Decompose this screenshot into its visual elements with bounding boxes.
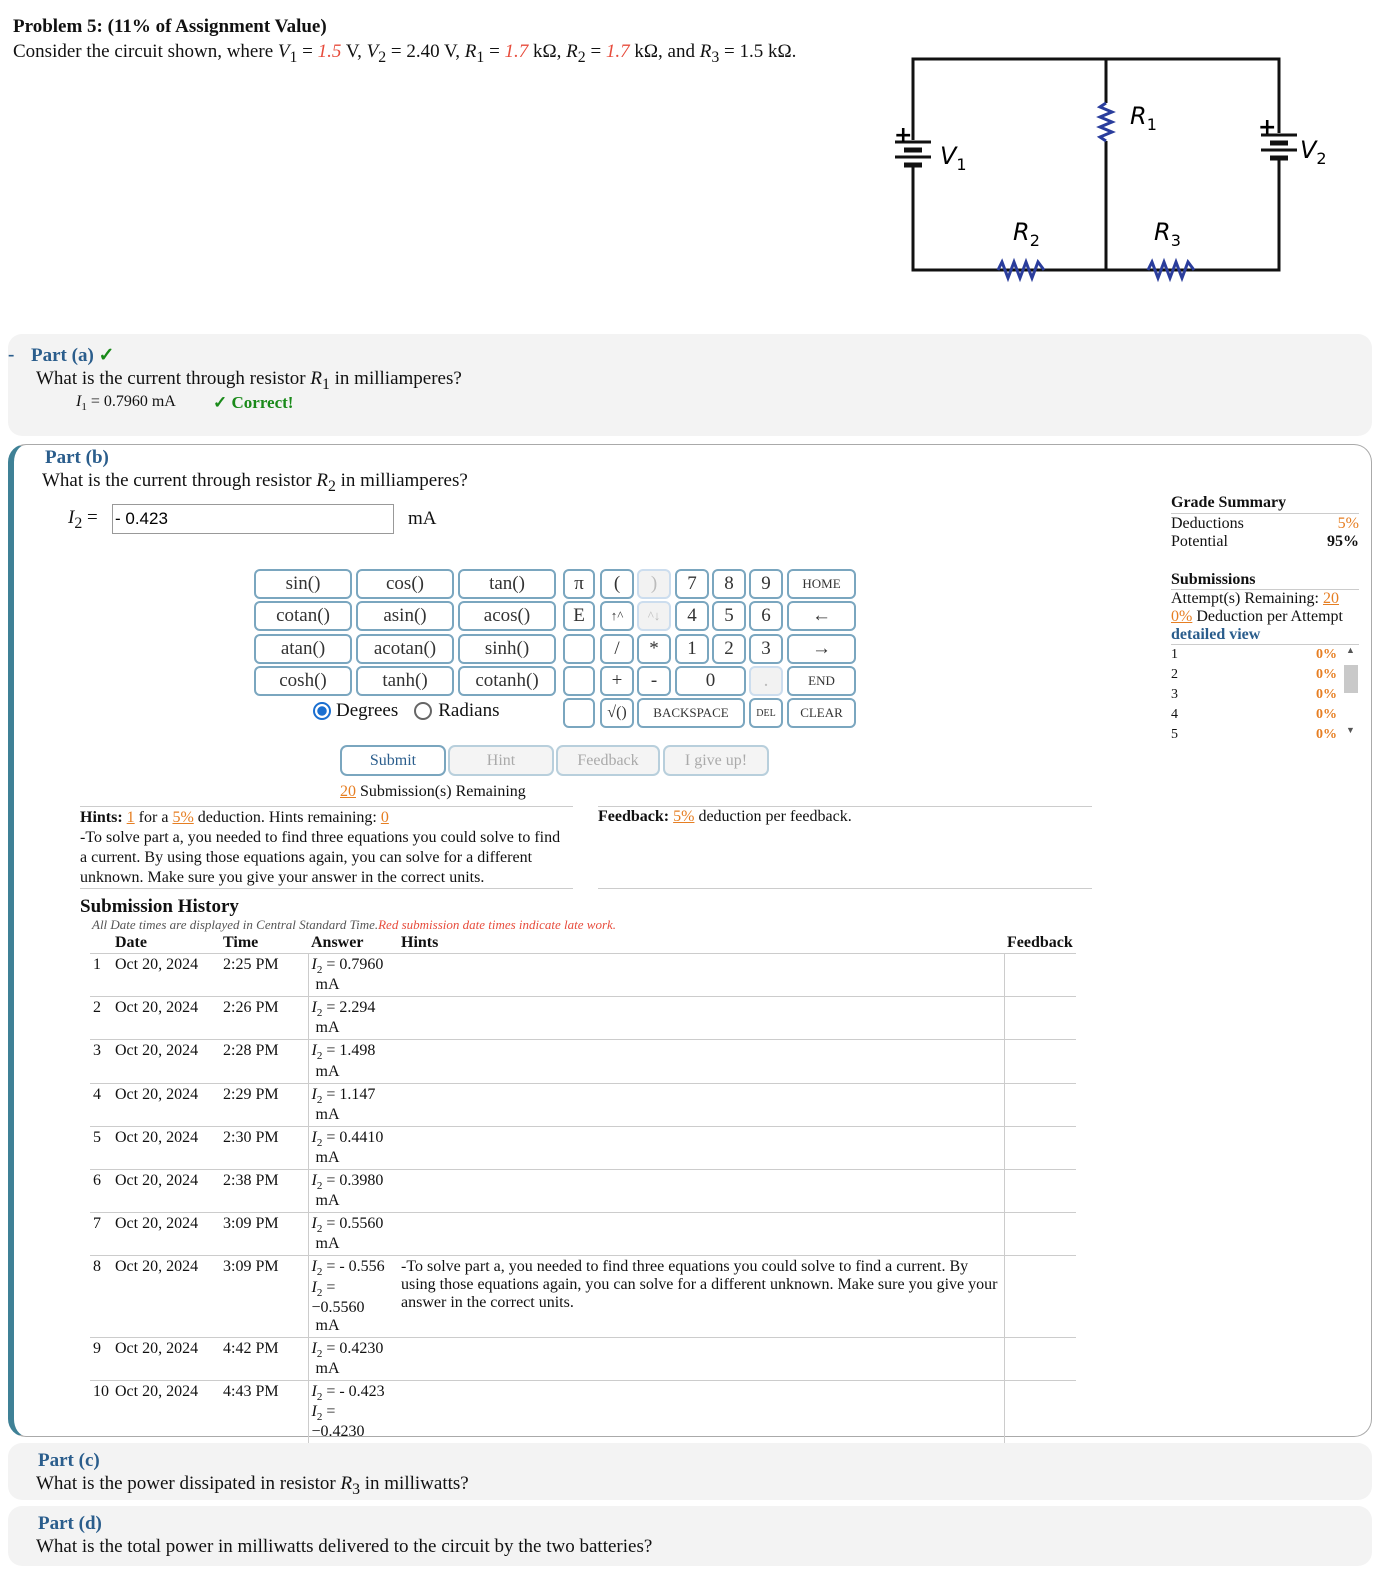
row-time: 2:25 PM	[220, 954, 308, 997]
func-key-atan[interactable]: atan()	[254, 634, 352, 664]
problem-title: Problem 5: (11% of Assignment Value)	[13, 16, 327, 37]
col-feedback: Feedback	[1007, 934, 1073, 951]
plus-key[interactable]: +	[600, 666, 634, 696]
row-date: Oct 20, 2024	[112, 1337, 220, 1380]
row-answer: $I_2$ = - 0.423 $I_2$ = −0.4230	[308, 1380, 398, 1461]
func-key-cotanh[interactable]: cotanh()	[458, 666, 556, 696]
row-hint: -To solve part a, you needed to find three equations you could solve to find a current. By using those equations again, you can solve for a different unknown. Make sure you give your answer in the correct units.	[398, 1256, 1004, 1337]
row-number: 9	[90, 1337, 112, 1380]
history-row	[90, 1126, 1076, 1169]
row-feedback	[1004, 1040, 1076, 1083]
part-c-question: What is the power dissipated in resistor $R_3$ in milliwatts?	[36, 1473, 469, 1498]
row-date: Oct 20, 2024	[112, 954, 220, 997]
key-0[interactable]: 0	[675, 666, 746, 696]
attempt-row: 1 0%	[1171, 647, 1337, 662]
func-key-acos[interactable]: acos()	[458, 601, 556, 631]
pi-key[interactable]: π	[563, 569, 595, 599]
row-date: Oct 20, 2024	[112, 1256, 220, 1337]
row-time: 2:28 PM	[220, 1040, 308, 1083]
key-1[interactable]: 1	[675, 634, 709, 664]
func-key-acotan[interactable]: acotan()	[356, 634, 454, 664]
r1-label: $R_1$	[1130, 102, 1157, 134]
hint-button[interactable]: Hint	[448, 745, 554, 776]
history-row	[90, 1256, 1076, 1337]
col-time: Time	[223, 934, 259, 951]
row-hint	[398, 954, 1004, 997]
func-key-tanh[interactable]: tanh()	[356, 666, 454, 696]
part-a-title[interactable]: Part (a) ✓	[31, 345, 115, 366]
part-c-title[interactable]: Part (c)	[38, 1450, 100, 1471]
attempt-row: 2 0%	[1171, 667, 1337, 682]
row-answer: $I_2 = 0.7960$ mA	[308, 954, 398, 997]
correct-badge: ✓ Correct!	[213, 393, 294, 412]
row-number: 1	[90, 954, 112, 997]
row-time: 2:26 PM	[220, 997, 308, 1040]
row-time: 3:09 PM	[220, 1213, 308, 1256]
key-3[interactable]: 3	[749, 634, 783, 664]
row-date: Oct 20, 2024	[112, 1213, 220, 1256]
hint-text: -To solve part a, you needed to find three equations you could solve to find a current. By using those equations again, you can solve for a different unknown. Make sure you give your answer in the correct units.	[80, 829, 561, 886]
part-d-question: What is the total power in milliwatts delivered to the circuit by the two batteries?	[36, 1536, 653, 1557]
angle-mode	[313, 700, 499, 722]
row-answer: $I_2 = 0.4410$ mA	[308, 1126, 398, 1169]
multiply-key[interactable]: *	[637, 634, 671, 664]
history-note: All Date times are displayed in Central Standard Time.Red submission date times indicate late work.	[92, 917, 617, 932]
radians-label: Radians	[438, 700, 500, 721]
end-key[interactable]: END	[787, 666, 856, 696]
row-time: 2:30 PM	[220, 1126, 308, 1169]
blank-key-1[interactable]	[563, 634, 595, 664]
history-row	[90, 1083, 1076, 1126]
row-number: 3	[90, 1040, 112, 1083]
history-row	[90, 1337, 1076, 1380]
col-hints: Hints	[401, 934, 439, 951]
feedback-panel: Feedback: 5% deduction per feedback.	[598, 808, 852, 825]
r1-resistor	[1100, 103, 1112, 141]
attempts-scrollbar[interactable]	[1343, 645, 1359, 737]
row-date: Oct 20, 2024	[112, 1083, 220, 1126]
row-answer: $I_2 = 0.3980$ mA	[308, 1169, 398, 1212]
v1-label: $V_1$	[940, 142, 967, 174]
key-5[interactable]: 5	[712, 601, 746, 631]
blank-key-2[interactable]	[563, 666, 595, 696]
deductions-label: Deductions	[1171, 515, 1244, 532]
check-icon: ✓	[98, 345, 115, 366]
grade-summary: Grade Summary Deductions 5% Potential 95% Submissions Attempt(s) Remaining: 20 0% Deduction per Attempt detailed view 1 0% 2 0% 3 0% 4 0% 5 0% ▲ ▼	[1171, 494, 1359, 741]
feedback-button[interactable]: Feedback	[556, 745, 660, 776]
potential-value: 95%	[1327, 533, 1359, 550]
row-date: Oct 20, 2024	[112, 1380, 220, 1461]
v2-label: $V_2$	[1300, 136, 1327, 168]
row-answer: $I_2$ = - 0.556 $I_2$ = −0.5560 mA	[308, 1256, 398, 1337]
submissions-remaining: 20 Submission(s) Remaining	[340, 783, 526, 800]
decimal-key[interactable]: .	[749, 666, 783, 696]
deductions-value: 5%	[1337, 515, 1359, 532]
row-answer: $I_2 = 0.4230$ mA	[308, 1337, 398, 1380]
row-time: 3:09 PM	[220, 1256, 308, 1337]
home-key[interactable]: HOME	[787, 569, 856, 599]
func-key-asin[interactable]: asin()	[356, 601, 454, 631]
row-hint	[398, 1169, 1004, 1212]
answer-input[interactable]	[112, 504, 394, 534]
hints-panel: Hints: 1 for a 5% deduction. Hints remaining: 0 -To solve part a, you needed to find three equations you could solve to find a current. By using those equations again, you can solve for a different unknown. Make sure you give your answer in the correct units.	[80, 809, 561, 886]
potential-label: Potential	[1171, 533, 1228, 550]
blank-key-3[interactable]	[563, 698, 595, 728]
key-8[interactable]: 8	[712, 569, 746, 599]
problem-statement: Consider the circuit shown, where $V_1 = 1.5$ V, $V_2 = 2.40$ V, $R_1 = 1.7$ kΩ, $R_2 = 1.7$ kΩ, and $R_3 = 1.5$ kΩ.	[13, 41, 797, 66]
row-time: 2:38 PM	[220, 1169, 308, 1212]
func-key-cosh[interactable]: cosh()	[254, 666, 352, 696]
row-feedback	[1004, 1256, 1076, 1337]
scroll-thumb[interactable]	[1344, 665, 1358, 693]
row-number: 2	[90, 997, 112, 1040]
r3-label: $R_3$	[1154, 218, 1181, 250]
row-answer: $I_2 = 0.5560$ mA	[308, 1213, 398, 1256]
row-hint	[398, 1337, 1004, 1380]
row-number: 7	[90, 1213, 112, 1256]
row-feedback	[1004, 1337, 1076, 1380]
submit-button[interactable]: Submit	[340, 745, 446, 776]
scroll-down-icon[interactable]: ▼	[1346, 725, 1355, 735]
attempts-remaining-value: 20	[1322, 590, 1339, 607]
part-d-title[interactable]: Part (d)	[38, 1513, 102, 1534]
part-a-question: What is the current through resistor $R_1$ in milliamperes?	[36, 368, 462, 393]
attempt-row: 3 0%	[1171, 687, 1337, 702]
col-date: Date	[115, 934, 147, 951]
answer-unit: mA	[408, 508, 437, 529]
row-feedback	[1004, 1213, 1076, 1256]
func-key-sinh[interactable]: sinh()	[458, 634, 556, 664]
row-number: 8	[90, 1256, 112, 1337]
history-row	[90, 954, 1076, 997]
func-key-cotan[interactable]: cotan()	[254, 601, 352, 631]
row-answer: $I_2 = 1.498$ mA	[308, 1040, 398, 1083]
attempt-row: 4 0%	[1171, 707, 1337, 722]
row-date: Oct 20, 2024	[112, 1126, 220, 1169]
func-key-tan[interactable]: tan()	[458, 569, 556, 599]
key-7[interactable]: 7	[675, 569, 709, 599]
row-hint	[398, 1040, 1004, 1083]
row-number: 6	[90, 1169, 112, 1212]
row-feedback	[1004, 997, 1076, 1040]
key-4[interactable]: 4	[675, 601, 709, 631]
row-feedback	[1004, 1083, 1076, 1126]
row-date: Oct 20, 2024	[112, 1169, 220, 1212]
del-key[interactable]: DEL	[749, 698, 783, 728]
row-answer: $I_2 = 2.294$ mA	[308, 997, 398, 1040]
row-date: Oct 20, 2024	[112, 1040, 220, 1083]
row-date: Oct 20, 2024	[112, 997, 220, 1040]
func-key-sin[interactable]: sin()	[254, 569, 352, 599]
close-paren-key[interactable]: )	[637, 569, 671, 599]
grade-summary-title: Grade Summary	[1171, 494, 1359, 514]
minus-key[interactable]: -	[637, 666, 671, 696]
attempts-list	[1171, 645, 1359, 741]
part-b-title[interactable]: Part (b)	[45, 447, 109, 468]
row-number: 4	[90, 1083, 112, 1126]
row-feedback	[1004, 1126, 1076, 1169]
func-key-cos[interactable]: cos()	[356, 569, 454, 599]
key-2[interactable]: 2	[712, 634, 746, 664]
part-a-answer: $I_1 = 0.7960$ mA	[76, 393, 176, 414]
give-up-button[interactable]: I give up!	[663, 745, 769, 776]
row-time: 2:29 PM	[220, 1083, 308, 1126]
history-row	[90, 1040, 1076, 1083]
history-row	[90, 1213, 1076, 1256]
submissions-title: Submissions	[1171, 571, 1359, 590]
row-number: 5	[90, 1126, 112, 1169]
scroll-up-icon[interactable]: ▲	[1346, 645, 1355, 655]
row-number: 10	[90, 1380, 112, 1461]
degrees-radio[interactable]	[313, 702, 331, 720]
superscript-up-key[interactable]: ↑^	[600, 601, 634, 631]
radians-radio[interactable]	[414, 702, 432, 720]
row-time: 4:43 PM	[220, 1380, 308, 1461]
e-key[interactable]: E	[563, 601, 595, 631]
key-6[interactable]: 6	[749, 601, 783, 631]
attempt-row: 5 0%	[1171, 727, 1337, 742]
right-arrow-key[interactable]: →	[787, 634, 856, 664]
row-hint	[398, 1213, 1004, 1256]
history-row	[90, 997, 1076, 1040]
superscript-down-key[interactable]: ^↓	[637, 601, 671, 631]
circuit-diagram	[880, 50, 1360, 290]
submission-history-title: Submission History	[80, 896, 239, 917]
row-feedback	[1004, 1169, 1076, 1212]
part-a-collapse-toggle[interactable]: -	[8, 344, 15, 365]
backspace-key[interactable]: BACKSPACE	[637, 698, 745, 728]
row-hint	[398, 997, 1004, 1040]
row-hint	[398, 1126, 1004, 1169]
r2-label: $R_2$	[1013, 218, 1040, 250]
v2-plus: +	[1258, 115, 1277, 140]
degrees-label: Degrees	[336, 700, 399, 721]
row-time: 4:42 PM	[220, 1337, 308, 1380]
row-hint	[398, 1083, 1004, 1126]
row-answer: $I_2 = 1.147$ mA	[308, 1083, 398, 1126]
answer-variable-label: $I_2$ =	[68, 507, 98, 532]
key-9[interactable]: 9	[749, 569, 783, 599]
col-answer: Answer	[311, 934, 364, 951]
clear-key[interactable]: CLEAR	[787, 698, 856, 728]
left-arrow-key[interactable]: ←	[787, 601, 856, 631]
submission-history-table	[90, 933, 1076, 1461]
part-b-question: What is the current through resistor $R_2$ in milliamperes?	[42, 470, 468, 495]
sqrt-key[interactable]: √()	[600, 698, 634, 728]
detailed-view-link[interactable]: detailed view	[1171, 626, 1359, 645]
history-row	[90, 1169, 1076, 1212]
row-feedback	[1004, 954, 1076, 997]
divide-key[interactable]: /	[600, 634, 634, 664]
v1-plus: +	[894, 123, 913, 148]
open-paren-key[interactable]: (	[600, 569, 634, 599]
